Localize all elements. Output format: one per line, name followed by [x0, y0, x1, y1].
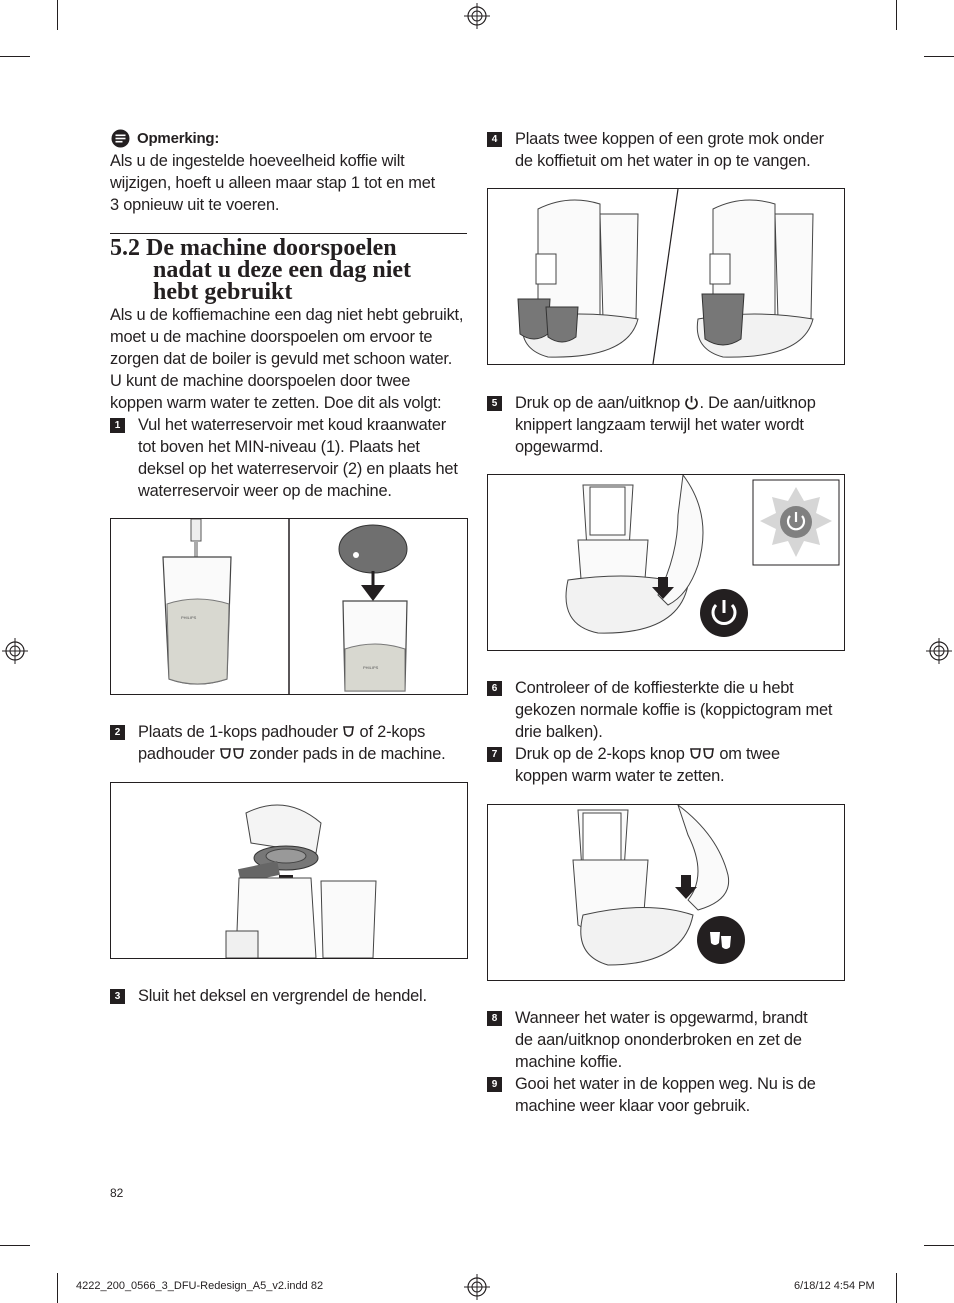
step-text: [515, 392, 816, 414]
step-number: 8: [487, 1011, 502, 1026]
crop-mark: [57, 0, 58, 30]
crop-mark: [896, 1273, 897, 1303]
step-text-part: Druk op de aan/uitknop: [515, 394, 685, 412]
step-text-part: of 2-kops: [355, 723, 426, 741]
step-number: 4: [487, 132, 502, 147]
power-icon: [684, 395, 699, 410]
step-text: Controleer of de koffiesterkte die u hebt: [515, 679, 794, 697]
tank-brand-label: PHILIPS: [363, 665, 379, 670]
pad-holder-illustration: [111, 783, 467, 958]
step-text-part: zonder pads in de machine.: [244, 745, 446, 763]
figure-pad-holder: [110, 782, 468, 959]
two-cup-icon: [219, 747, 245, 761]
section-heading: nadat u deze een dag niet: [153, 257, 411, 283]
step-text: Vul het waterreservoir met koud kraanwater: [138, 416, 447, 434]
step-text: koppen warm water te zetten.: [515, 767, 725, 785]
step-number: 9: [487, 1077, 502, 1092]
registration-mark-icon: [464, 3, 490, 29]
step-text-part: om twee: [714, 745, 780, 763]
cups-illustration: [488, 189, 844, 364]
step-text: gekozen normale koffie is (koppictogram met: [515, 701, 833, 719]
figure-fill-water-tank: [110, 518, 468, 695]
step-text: Wanneer het water is opgewarmd, brandt: [515, 1009, 808, 1027]
crop-mark: [924, 56, 954, 57]
step-text: Plaats twee koppen of een grote mok onder: [515, 130, 824, 148]
water-tank-illustration: [111, 519, 467, 694]
step-text: [138, 743, 445, 765]
figure-press-power: [487, 474, 845, 651]
footer-filename: 4222_200_0566_3_DFU-Redesign_A5_v2.indd 82: [76, 1280, 324, 1292]
section-heading: hebt gebruikt: [153, 279, 293, 305]
two-cup-icon: [689, 747, 715, 761]
figure-press-two-cup: [487, 804, 845, 981]
intro-text: Als u de koffiemachine een dag niet hebt gebruikt,: [110, 306, 464, 324]
page-number: 82: [110, 1186, 124, 1200]
step-number: 7: [487, 747, 502, 762]
step-text: de koffietuit om het water in op te vangen.: [515, 152, 811, 170]
intro-text: koppen warm water te zetten. Doe dit als volgt:: [110, 394, 442, 412]
step-number: 1: [110, 418, 125, 433]
two-cup-press-illustration: [488, 805, 844, 980]
step-text: [515, 743, 780, 765]
registration-mark-icon: [926, 638, 952, 664]
footer-date: 6/18/12 4:54 PM: [794, 1280, 875, 1292]
step-number: 3: [110, 989, 125, 1004]
note-label: Opmerking:: [137, 130, 220, 147]
step-text-part: . De aan/uitknop: [699, 394, 816, 412]
crop-mark: [896, 0, 897, 30]
crop-mark: [57, 1273, 58, 1303]
step-text-part: Druk op de 2-kops knop: [515, 745, 689, 763]
registration-mark-icon: [2, 638, 28, 664]
step-text: Sluit het deksel en vergrendel de hendel.: [138, 987, 427, 1005]
note-icon: [111, 129, 130, 148]
tank-brand-label: PHILIPS: [181, 615, 197, 620]
figure-cups-under-spout: [487, 188, 845, 365]
intro-text: moet u de machine doorspoelen om ervoor te: [110, 328, 433, 346]
note-text: 3 opnieuw uit te voeren.: [110, 196, 280, 214]
registration-mark-icon: [464, 1274, 490, 1300]
one-cup-icon: [342, 725, 355, 739]
note-text: Als u de ingestelde hoeveelheid koffie wilt: [110, 152, 405, 170]
step-text: Gooi het water in de koppen weg. Nu is de: [515, 1075, 816, 1093]
step-text: [138, 721, 425, 743]
step-text-part: padhouder: [138, 745, 219, 763]
step-number: 5: [487, 396, 502, 411]
step-text-part: Plaats de 1-kops padhouder: [138, 723, 343, 741]
step-number: 6: [487, 681, 502, 696]
step-text: machine koffie.: [515, 1053, 622, 1071]
step-text: waterreservoir weer op de machine.: [138, 482, 392, 500]
step-text: drie balken).: [515, 723, 603, 741]
section-rule: [110, 233, 467, 234]
crop-mark: [0, 1245, 30, 1246]
section-heading: 5.2 De machine doorspoelen: [110, 235, 397, 261]
step-number: 2: [110, 725, 125, 740]
note-text: wijzigen, hoeft u alleen maar stap 1 tot en met: [110, 174, 435, 192]
intro-text: U kunt de machine doorspoelen door twee: [110, 372, 411, 390]
step-text: machine weer klaar voor gebruik.: [515, 1097, 751, 1115]
step-text: opgewarmd.: [515, 438, 604, 456]
step-text: knippert langzaam terwijl het water wordt: [515, 416, 804, 434]
step-text: deksel op het waterreservoir (2) en plaats het: [138, 460, 458, 478]
step-text: tot boven het MIN-niveau (1). Plaats het: [138, 438, 420, 456]
crop-mark: [924, 1245, 954, 1246]
power-press-illustration: [488, 475, 844, 650]
intro-text: zorgen dat de boiler is gevuld met schoon water.: [110, 350, 453, 368]
crop-mark: [0, 56, 30, 57]
step-text: de aan/uitknop ononderbroken en zet de: [515, 1031, 802, 1049]
